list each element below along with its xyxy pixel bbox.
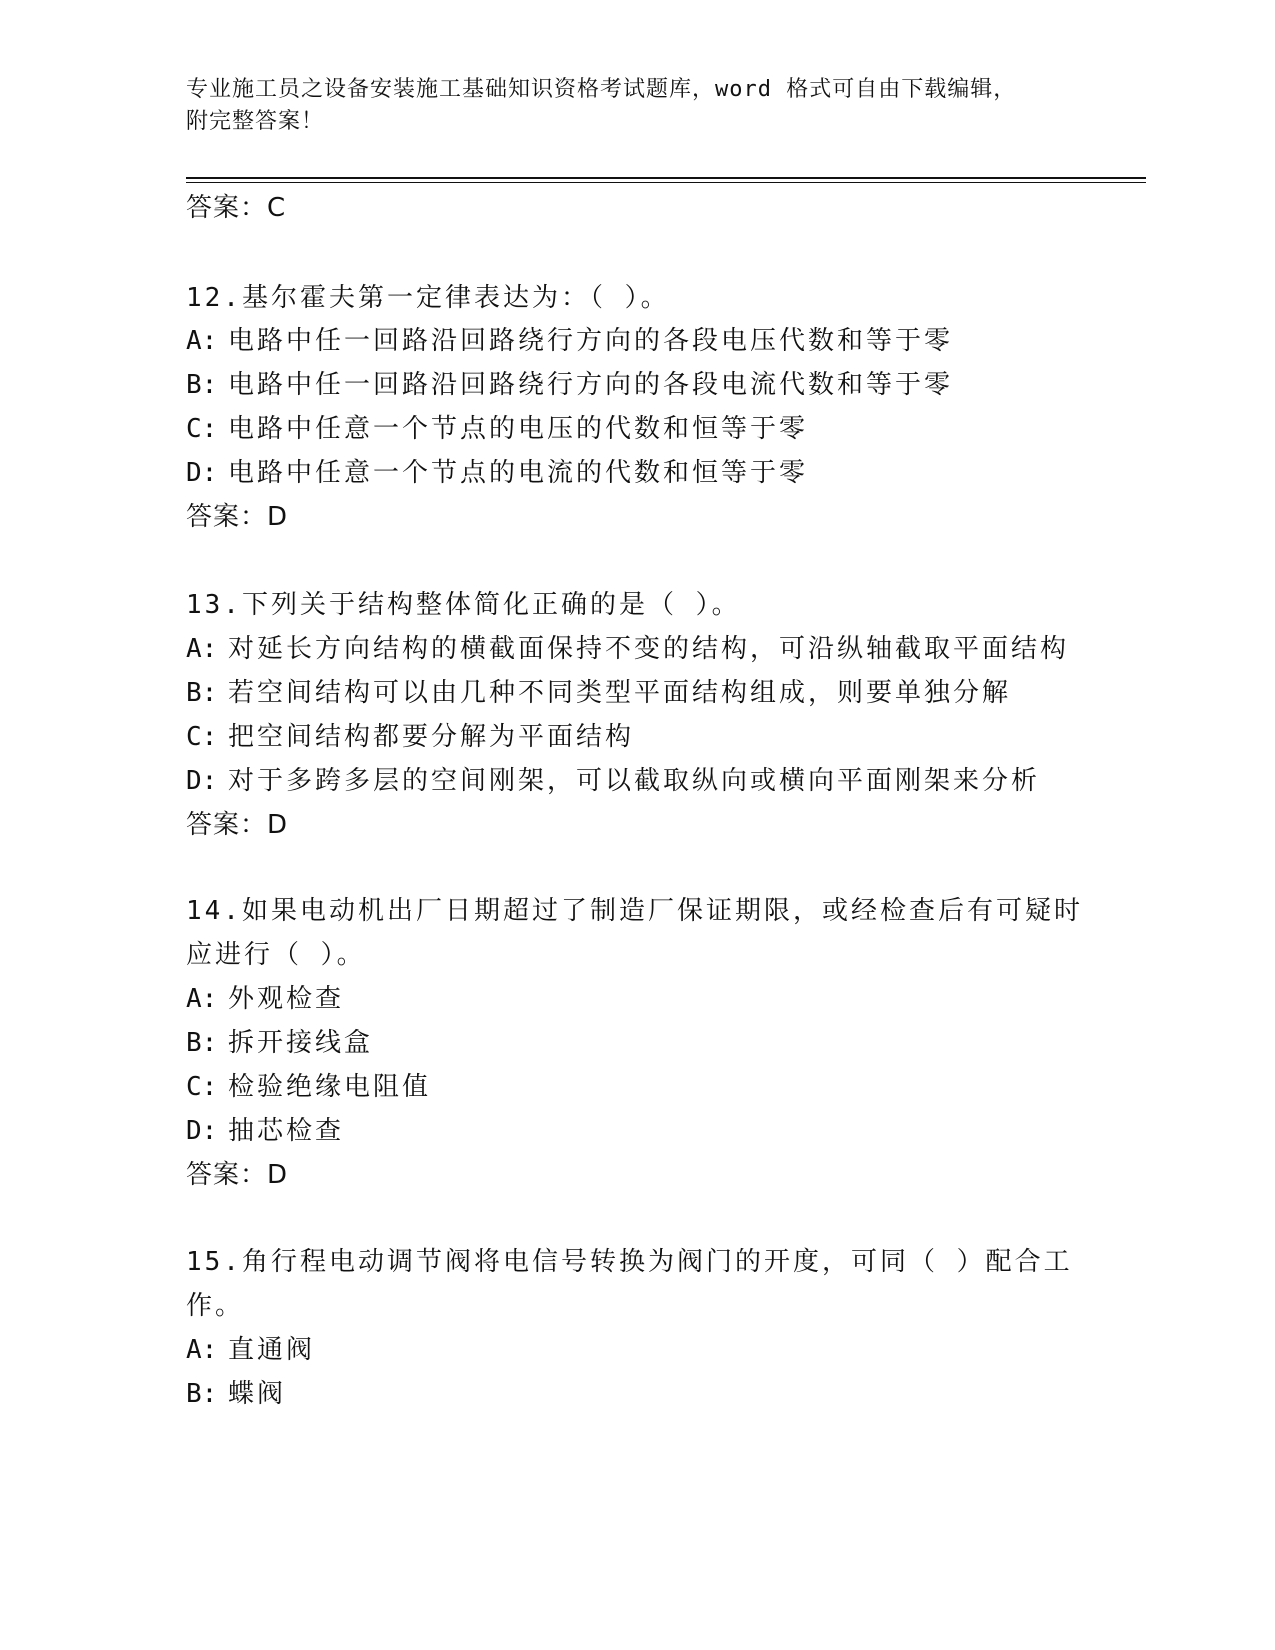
question-12-answer: 答案：D (186, 502, 289, 532)
header-divider-thick (186, 177, 1146, 179)
question-14-option-a (186, 981, 344, 1017)
question-12-option-c (186, 411, 808, 447)
option-letter: B: (186, 1379, 218, 1409)
option-letter: D: (186, 766, 218, 796)
option-letter: D: (186, 458, 218, 488)
option-letter: A: (186, 326, 218, 356)
question-13-option-a (186, 631, 1069, 667)
question-14-answer: 答案：D (186, 1160, 289, 1190)
option-letter: C: (186, 414, 218, 444)
question-13-option-d (186, 763, 1040, 799)
question-15-stem-line-1: 15.角行程电动调节阀将电信号转换为阀门的开度，可同（ ）配合工 (186, 1247, 1073, 1277)
question-12-option-a (186, 323, 953, 359)
option-text: 检验绝缘电阻值 (228, 1072, 432, 1102)
option-text: 电路中任一回路沿回路绕行方向的各段电流代数和等于零 (228, 370, 954, 400)
option-text: 抽芯检查 (228, 1116, 345, 1146)
option-text: 把空间结构都要分解为平面结构 (228, 722, 635, 752)
question-12-stem: 12.基尔霍夫第一定律表达为：（ ）。 (186, 283, 670, 313)
question-12-option-b (186, 367, 953, 403)
question-13-stem: 13.下列关于结构整体简化正确的是（ ）。 (186, 590, 741, 620)
option-text: 若空间结构可以由几种不同类型平面结构组成，则要单独分解 (228, 678, 1012, 708)
option-letter: A: (186, 634, 218, 664)
question-14-option-d (186, 1113, 344, 1149)
question-15-option-b (186, 1376, 286, 1412)
question-13-option-b (186, 675, 1011, 711)
option-letter: B: (186, 1028, 218, 1058)
header-line-2: 附完整答案！ (186, 109, 325, 134)
document-header (186, 74, 1066, 138)
option-text: 电路中任意一个节点的电流的代数和恒等于零 (228, 458, 809, 488)
option-text: 直通阀 (228, 1335, 316, 1365)
question-13-answer: 答案：D (186, 810, 289, 840)
option-text: 电路中任一回路沿回路绕行方向的各段电压代数和等于零 (228, 326, 954, 356)
option-text: 电路中任意一个节点的电压的代数和恒等于零 (228, 414, 809, 444)
question-14-option-c (186, 1069, 431, 1105)
question-15-stem-line-2: 作。 (186, 1291, 245, 1321)
option-text: 外观检查 (228, 984, 345, 1014)
option-letter: C: (186, 722, 218, 752)
question-14-stem-line-1: 14.如果电动机出厂日期超过了制造厂保证期限，或经检查后有可疑时 (186, 896, 1083, 926)
option-text: 蝶阀 (228, 1379, 287, 1409)
option-letter: B: (186, 678, 218, 708)
header-line-1: 专业施工员之设备安装施工基础知识资格考试题库，word 格式可自由下载编辑， (186, 77, 1017, 102)
option-letter: A: (186, 984, 218, 1014)
option-letter: C: (186, 1072, 218, 1102)
question-14-stem-line-2: 应进行（ ）。 (186, 940, 366, 970)
question-14-option-b (186, 1025, 373, 1061)
question-15-option-a (186, 1332, 315, 1368)
option-text: 对延长方向结构的横截面保持不变的结构，可沿纵轴截取平面结构 (228, 634, 1070, 664)
option-letter: D: (186, 1116, 218, 1146)
option-letter: B: (186, 370, 218, 400)
option-text: 对于多跨多层的空间刚架，可以截取纵向或横向平面刚架来分析 (228, 766, 1041, 796)
question-13-option-c (186, 719, 634, 755)
header-divider-thin (186, 182, 1146, 183)
question-12-option-d (186, 455, 808, 491)
option-text: 拆开接线盒 (228, 1028, 374, 1058)
option-letter: A: (186, 1335, 218, 1365)
previous-answer: 答案：C (186, 193, 287, 223)
